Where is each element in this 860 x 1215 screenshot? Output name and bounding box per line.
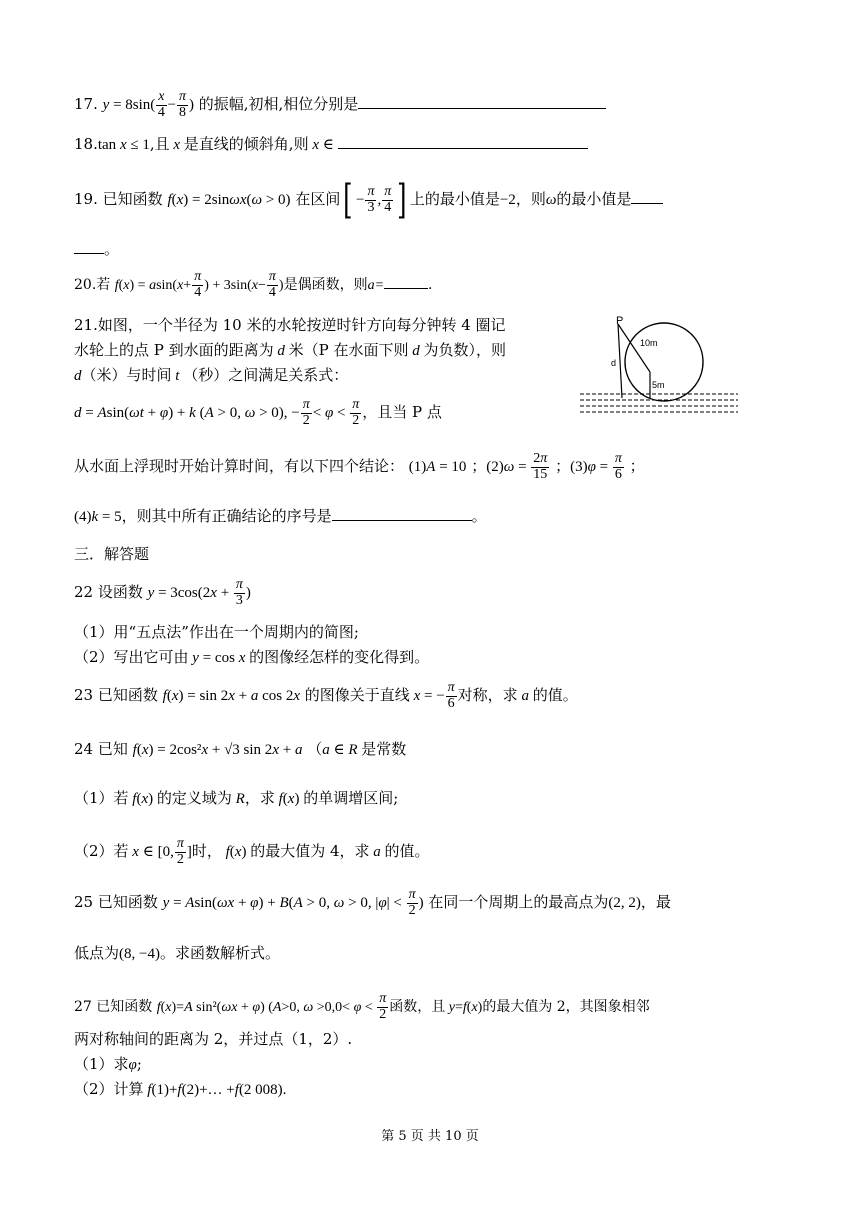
page-footer: 第 5 页 共 10 页: [381, 1129, 479, 1144]
fraction: $\frac{\pi}{2}$: [176, 836, 184, 867]
question-18: 18.tan x ≤ 1,且 x 是直线的倾斜角,则 x ∈: [74, 135, 588, 154]
fraction: $\frac{\pi}{6}$: [614, 451, 622, 482]
fraction: $\frac{\pi}{2}$: [352, 397, 360, 428]
question-20: 20.若 f(x) = asin(x+ $\frac{\pi}{4}$ ) + 3sin(x− $\frac{\pi}{4}$ )是偶函数，则a= .: [74, 269, 433, 300]
fraction: $\frac{\pi}{2}$: [408, 887, 416, 918]
question-21-line5: 从水面上浮现时开始计算时间，有以下四个结论： (1)A = 10 ；(2)ω = $\frac{2\pi}{15}$ ；(3)φ = $\frac{\pi}{6}$ ；: [74, 451, 645, 482]
label-d: d: [611, 358, 617, 368]
question-27: 27 已知函数 f(x)=A sin²(ωx + φ) (A>0, ω >0,0< φ < $\frac{\pi}{2}$ 函数，且 y=f(x)的最大值为 2，其图象相邻: [74, 991, 650, 1022]
question-21-line4: d = Asin(ωt + φ) + k (A > 0, ω > 0), − $\frac{\pi}{2}$ < φ < $\frac{\pi}{2}$ ，且当 P 点: [74, 397, 442, 428]
fraction: $\frac{\pi}{4}$: [268, 269, 276, 300]
label-p: P: [616, 316, 624, 327]
answer-blank[interactable]: [358, 107, 606, 109]
question-27-part2: （2）计算 f(1)+f(2)+… +f(2 008).: [74, 1080, 287, 1098]
question-25-line2: 低点为(8, −4)。求函数解析式。: [74, 944, 280, 962]
answer-blank[interactable]: [338, 147, 588, 149]
question-21-line6: (4)k = 5，则其中所有正确结论的序号是 。: [74, 507, 487, 525]
water-surface-lines: [580, 394, 738, 412]
question-27-line2: 两对称轴间的距离为 2，并过点（1，2）.: [74, 1030, 353, 1048]
radius-line: [618, 324, 650, 372]
question-21-line1: 21.如图，一个半径为 10 米的水轮按逆时针方向每分钟转 4 圈记: [74, 316, 506, 334]
question-21-line3: d（米）与时间 t （秒）之间满足关系式：: [74, 366, 349, 384]
answer-blank[interactable]: [384, 287, 428, 289]
fraction: $\frac{\pi}{4}$: [384, 183, 392, 215]
question-19: 19. 已知函数 f(x) = 2sinωx(ω > 0) 在区间[ − $\frac{\pi}{3}$ , $\frac{\pi}{4}$ ] 上的最小值是−2，则ω的最小值是: [74, 180, 663, 220]
fraction: $\frac{x}{4}$: [157, 89, 165, 120]
question-27-part1: （1）求φ;: [74, 1055, 142, 1073]
answer-blank[interactable]: [631, 202, 663, 204]
question-24: 24 已知 f(x) = 2cos²x + √3 sin 2x + a （a ∈ R 是常数: [74, 740, 407, 758]
water-wheel-figure: [578, 316, 740, 420]
fraction: $\frac{\pi}{4}$: [194, 269, 202, 300]
q17-formula: y: [102, 97, 110, 114]
fraction: $\frac{\pi}{3}$: [367, 183, 375, 215]
label-5m: 5m: [652, 380, 665, 390]
label-10m: 10m: [640, 338, 658, 348]
section-heading: 三．解答题: [74, 545, 150, 563]
answer-blank[interactable]: [74, 252, 104, 254]
fraction: $\frac{\pi}{2}$: [302, 397, 310, 428]
question-17: 17. y = 8sin( $\frac{x}{4}$ − $\frac{\pi}{8}$ ) 的振幅,初相,相位分别是: [74, 90, 606, 120]
question-24-part1: （1）若 f(x) 的定义域为 R，求 f(x) 的单调增区间;: [74, 789, 399, 807]
question-22: 22 设函数 y = 3cos(2x + $\frac{\pi}{3}$ ): [74, 577, 251, 608]
question-24-part2: （2）若 x ∈ [0, $\frac{\pi}{2}$ ]时， f(x) 的最大值为 4，求 a 的值。: [74, 836, 430, 867]
fraction: $\frac{2\pi}{15}$: [533, 451, 548, 482]
fraction: $\frac{\pi}{6}$: [447, 680, 455, 711]
fraction: $\frac{\pi}{2}$: [379, 991, 387, 1022]
fraction: $\frac{\pi}{3}$: [235, 577, 243, 608]
question-25: 25 已知函数 y = Asin(ωx + φ) + B(A > 0, ω > 0, |φ| < $\frac{\pi}{2}$ ) 在同一个周期上的最高点为(2, 2)，最: [74, 887, 671, 918]
distance-line: [618, 324, 622, 398]
question-23: 23 已知函数 f(x) = sin 2x + a cos 2x 的图像关于直线 x = − $\frac{\pi}{6}$ 对称，求 a 的值。: [74, 680, 578, 711]
fraction: $\frac{\pi}{8}$: [178, 89, 186, 120]
question-22-part1: （1）用“五点法”作出在一个周期内的简图;: [74, 623, 359, 641]
answer-blank[interactable]: [332, 519, 472, 521]
question-21-line2: 水轮上的点 P 到水面的距离为 d 米（P 在水面下则 d 为负数），则: [74, 341, 507, 359]
question-22-part2: （2）写出它可由 y = cos x 的图像经怎样的变化得到。: [74, 648, 430, 666]
question-19-continued: 。: [74, 240, 119, 258]
